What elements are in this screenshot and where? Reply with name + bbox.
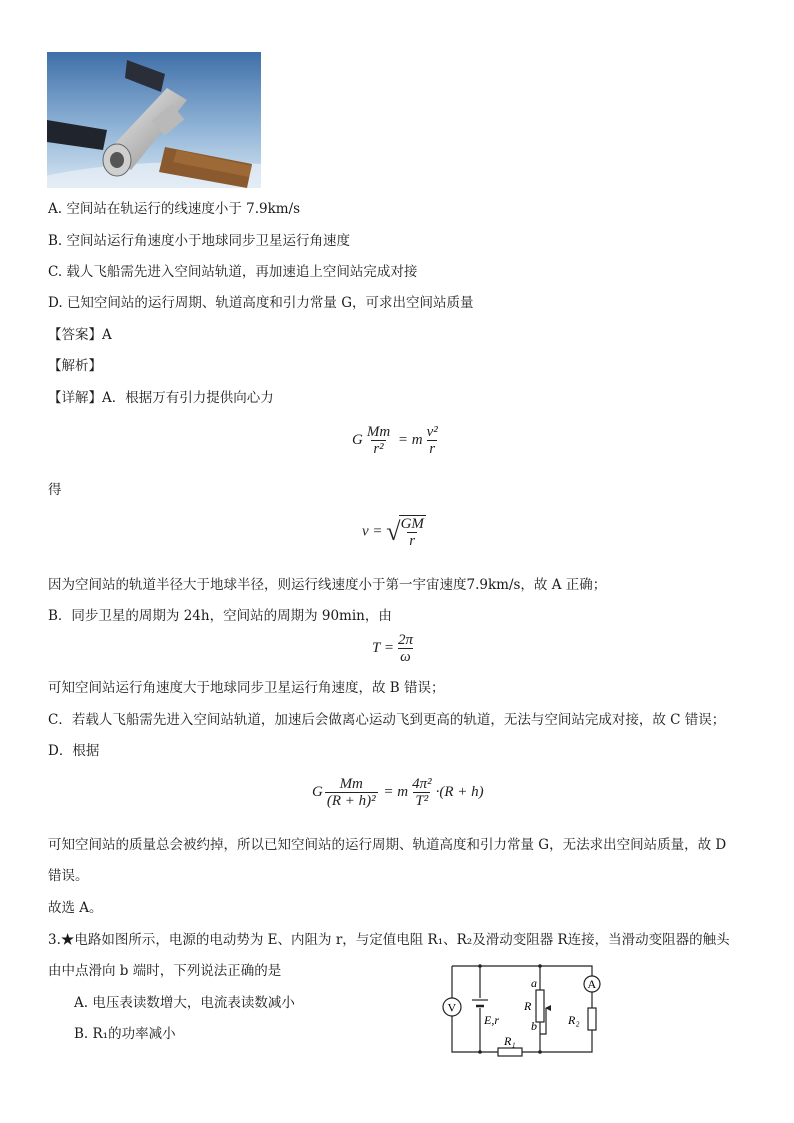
space-station-photo (47, 52, 261, 188)
formula-numerator: Mm (339, 776, 363, 792)
question-3-option-b: B. R₁的功率减小 (74, 1026, 176, 1042)
formula-mass (312, 776, 484, 809)
analysis-label: 【解析】 (48, 358, 102, 374)
voltmeter-label: V (447, 1000, 457, 1015)
reason-a: 因为空间站的轨道半径大于地球半径，则运行线速度小于第一宇宙速度7.9km/s，故 A 正确； (48, 577, 607, 593)
formula-symbol: v = (362, 523, 383, 540)
formula-denominator: r (429, 441, 436, 457)
formula-numerator: 2π (397, 632, 413, 648)
formula-denominator: r (409, 533, 416, 549)
reason-b-2: 可知空间站运行角速度大于地球同步卫星运行角速度，故 B 错误； (48, 680, 445, 696)
formula-gravity-centripetal (352, 424, 442, 457)
rheostat-label: R (524, 999, 532, 1013)
terminal-b-label: b (531, 1019, 537, 1033)
detail-a: 【详解】A．根据万有引力提供向心力 (48, 390, 274, 406)
answer-label: 【答案】A (48, 327, 112, 343)
formula-numerator: v² (426, 424, 438, 440)
sqrt-sign: √ (386, 517, 401, 546)
formula-numerator: 4π² (412, 776, 432, 792)
de-label: 得 (48, 482, 62, 498)
formula-denominator: ω (400, 649, 411, 665)
formula-velocity (362, 515, 428, 549)
question-3-line-1: 3.★电路如图所示，电源的电动势为 E、内阻为 r，与定值电阻 R₁、R₂及滑动变阻器 R连接，当滑动变阻器的触头 (48, 932, 730, 948)
formula-denominator: T² (415, 793, 429, 809)
resistor-r1-icon (498, 1048, 522, 1056)
r2-label: R₂ (568, 1013, 580, 1027)
formula-period (372, 632, 417, 665)
rheostat-icon (536, 990, 544, 1022)
reason-d-3: 错误。 (48, 868, 89, 884)
formula-denominator: r² (373, 441, 384, 457)
reason-d-1: D．根据 (48, 743, 100, 759)
option-d: D. 已知空间站的运行周期、轨道高度和引力常量 G，可求出空间站质量 (48, 295, 474, 311)
reason-d-2: 可知空间站的质量总会被约掉，所以已知空间站的运行周期、轨道高度和引力常量 G，无法求出空间站质量，故 D (48, 837, 727, 853)
question-3-option-a: A. 电压表读数增大，电流表读数减小 (74, 995, 295, 1011)
formula-equals: = m (383, 784, 409, 800)
formula-symbol: G (312, 784, 323, 800)
formula-tail: ·(R + h) (435, 784, 484, 800)
option-c: C. 载人飞船需先进入空间站轨道，再加速追上空间站完成对接 (48, 264, 418, 280)
circuit-diagram (438, 960, 608, 1064)
question-3-line-2: 由中点滑向 b 端时，下列说法正确的是 (48, 963, 282, 979)
ammeter-label: A (587, 977, 597, 991)
r1-label: R₁ (504, 1034, 516, 1048)
formula-symbol: G (352, 431, 363, 448)
source-label: E,r (484, 1013, 499, 1027)
formula-equals: = m (397, 431, 423, 448)
formula-symbol: T = (372, 640, 394, 656)
formula-numerator: GM (400, 516, 424, 532)
reason-b-1: B．同步卫星的周期为 24h，空间站的周期为 90min，由 (48, 608, 392, 624)
reason-c: C．若载人飞船需先进入空间站轨道，加速后会做离心运动飞到更高的轨道，无法与空间站完成对接，故 C 错误； (48, 712, 726, 728)
conclusion: 故选 A。 (48, 900, 103, 916)
space-station-illustration (47, 52, 261, 188)
formula-numerator: Mm (366, 424, 391, 440)
terminal-a-label: a (531, 976, 537, 990)
option-b: B. 空间站运行角速度小于地球同步卫星运行角速度 (48, 233, 351, 249)
resistor-r2-icon (588, 1008, 596, 1030)
option-a: A. 空间站在轨运行的线速度小于 7.9km/s (48, 201, 301, 217)
formula-denominator: (R + h)² (326, 793, 376, 809)
